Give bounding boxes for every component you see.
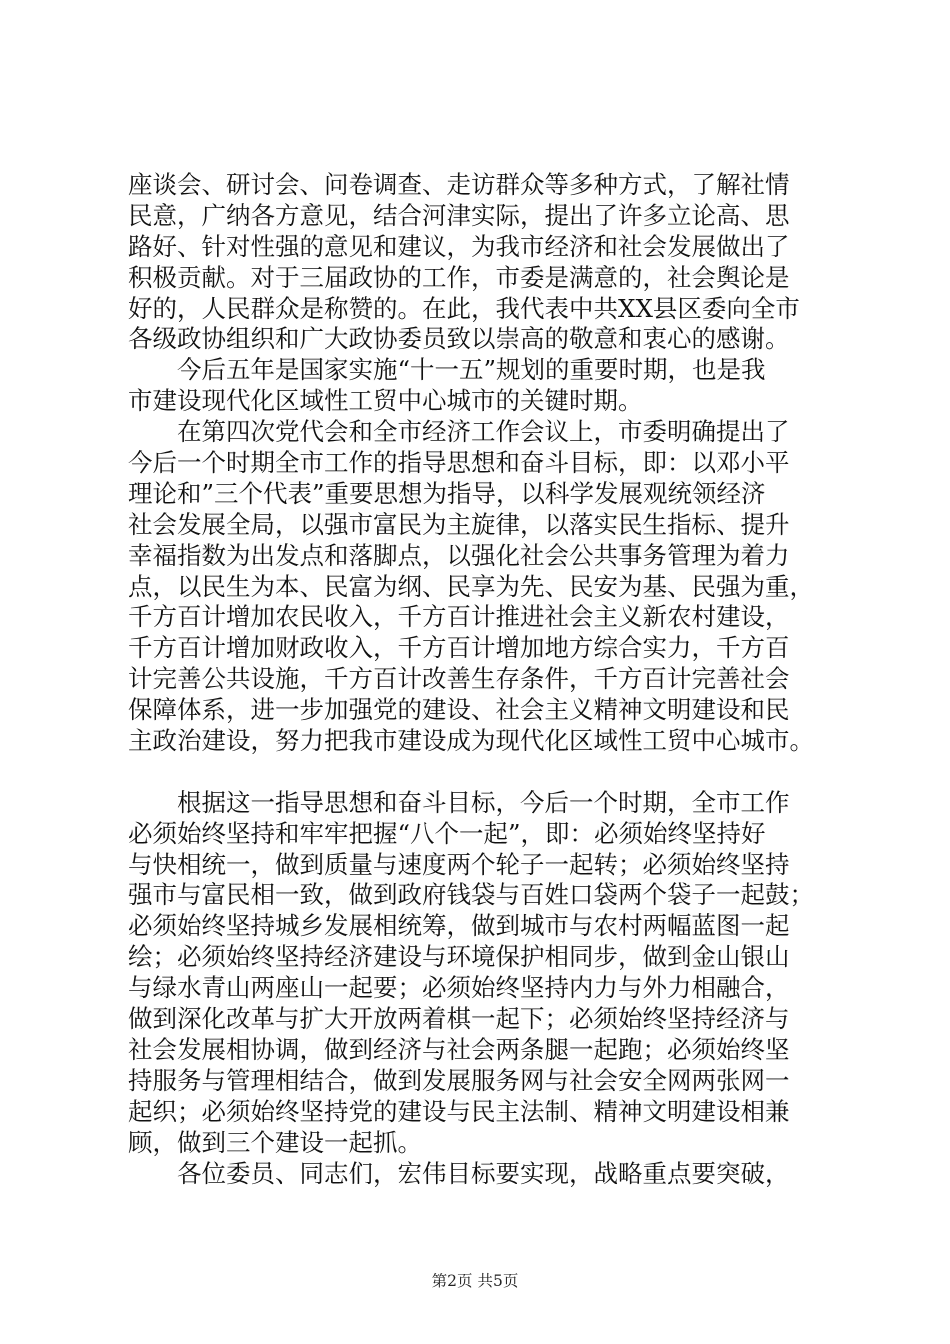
text-line: 积极贡献。对于三届政协的工作，市委是满意的，社会舆论是 [128, 262, 790, 292]
text-line: 与快相统一，做到质量与速度两个轮子一起转；必须始终坚持 [128, 849, 790, 879]
text-line: 座谈会、研讨会、问卷调查、走访群众等多种方式，了解社情 [128, 170, 790, 199]
text-line: 好的，人民群众是称赞的。在此，我代表中共XX县区委向全市 [128, 293, 800, 323]
text-line: 与绿水青山两座山一起要；必须始终坚持内力与外力相融合， [128, 973, 790, 1003]
text-line: 路好、针对性强的意见和建议，为我市经济和社会发展做出了 [128, 231, 790, 261]
text-line: 强市与富民相一致，做到政府钱袋与百姓口袋两个袋子一起鼓； [128, 880, 814, 910]
text-line: 社会发展全局，以强市富民为主旋律，以落实民生指标、提升 [128, 509, 790, 539]
text-line: 市建设现代化区域性工贸中心城市的关键时期。 [128, 386, 643, 416]
text-line: 社会发展相协调，做到经济与社会两条腿一起跑；必须始终坚 [128, 1034, 790, 1064]
text-line: 各级政协组织和广大政协委员致以崇高的敬意和衷心的感谢。 [128, 324, 790, 354]
text-line: 今后五年是国家实施“十一五”规划的重要时期，也是我 [128, 355, 766, 385]
text-line: 必须始终坚持城乡发展相统筹，做到城市与农村两幅蓝图一起 [128, 911, 790, 941]
body-text [128, 170, 828, 1189]
blank-line [128, 757, 828, 788]
text-line: 主政治建设，努力把我市建设成为现代化区域性工贸中心城市。 [128, 726, 814, 756]
text-line: 必须始终坚持和牢牢把握“八个一起”，即：必须始终坚持好 [128, 818, 766, 848]
text-line: 在第四次党代会和全市经济工作会议上，市委明确提出了 [128, 417, 790, 447]
text-line: 起织；必须始终坚持党的建设与民主法制、精神文明建设相兼 [128, 1096, 790, 1126]
text-line: 民意，广纳各方意见，结合河津实际，提出了许多立论高、思 [128, 200, 790, 230]
text-line: 根据这一指导思想和奋斗目标，今后一个时期，全市工作 [128, 787, 790, 817]
text-line: 点，以民生为本、民富为纲、民享为先、民安为基、民强为重， [128, 571, 814, 601]
text-line: 各位委员、同志们，宏伟目标要实现，战略重点要突破， [128, 1158, 790, 1188]
text-line: 千方百计增加财政收入，千方百计增加地方综合实力，千方百 [128, 633, 790, 663]
text-line: 今后一个时期全市工作的指导思想和奋斗目标，即：以邓小平 [128, 448, 790, 478]
text-line: 幸福指数为出发点和落脚点，以强化社会公共事务管理为着力 [128, 540, 790, 570]
text-line: 顾，做到三个建设一起抓。 [128, 1127, 422, 1157]
text-line: 理论和”三个代表”重要思想为指导，以科学发展观统领经济 [128, 478, 766, 508]
text-line: 做到深化改革与扩大开放两着棋一起下；必须始终坚持经济与 [128, 1004, 790, 1034]
text-line: 计完善公共设施，千方百计改善生存条件，千方百计完善社会 [128, 664, 790, 694]
text-line: 千方百计增加农民收入，千方百计推进社会主义新农村建设， [128, 602, 790, 632]
page-number-footer: 第2页 共5页 [431, 1272, 519, 1290]
text-line: 绘；必须始终坚持经济建设与环境保护相同步，做到金山银山 [128, 942, 790, 972]
text-line: 持服务与管理相结合，做到发展服务网与社会安全网两张网一 [128, 1065, 790, 1095]
text-line: 保障体系，进一步加强党的建设、社会主义精神文明建设和民 [128, 695, 790, 725]
